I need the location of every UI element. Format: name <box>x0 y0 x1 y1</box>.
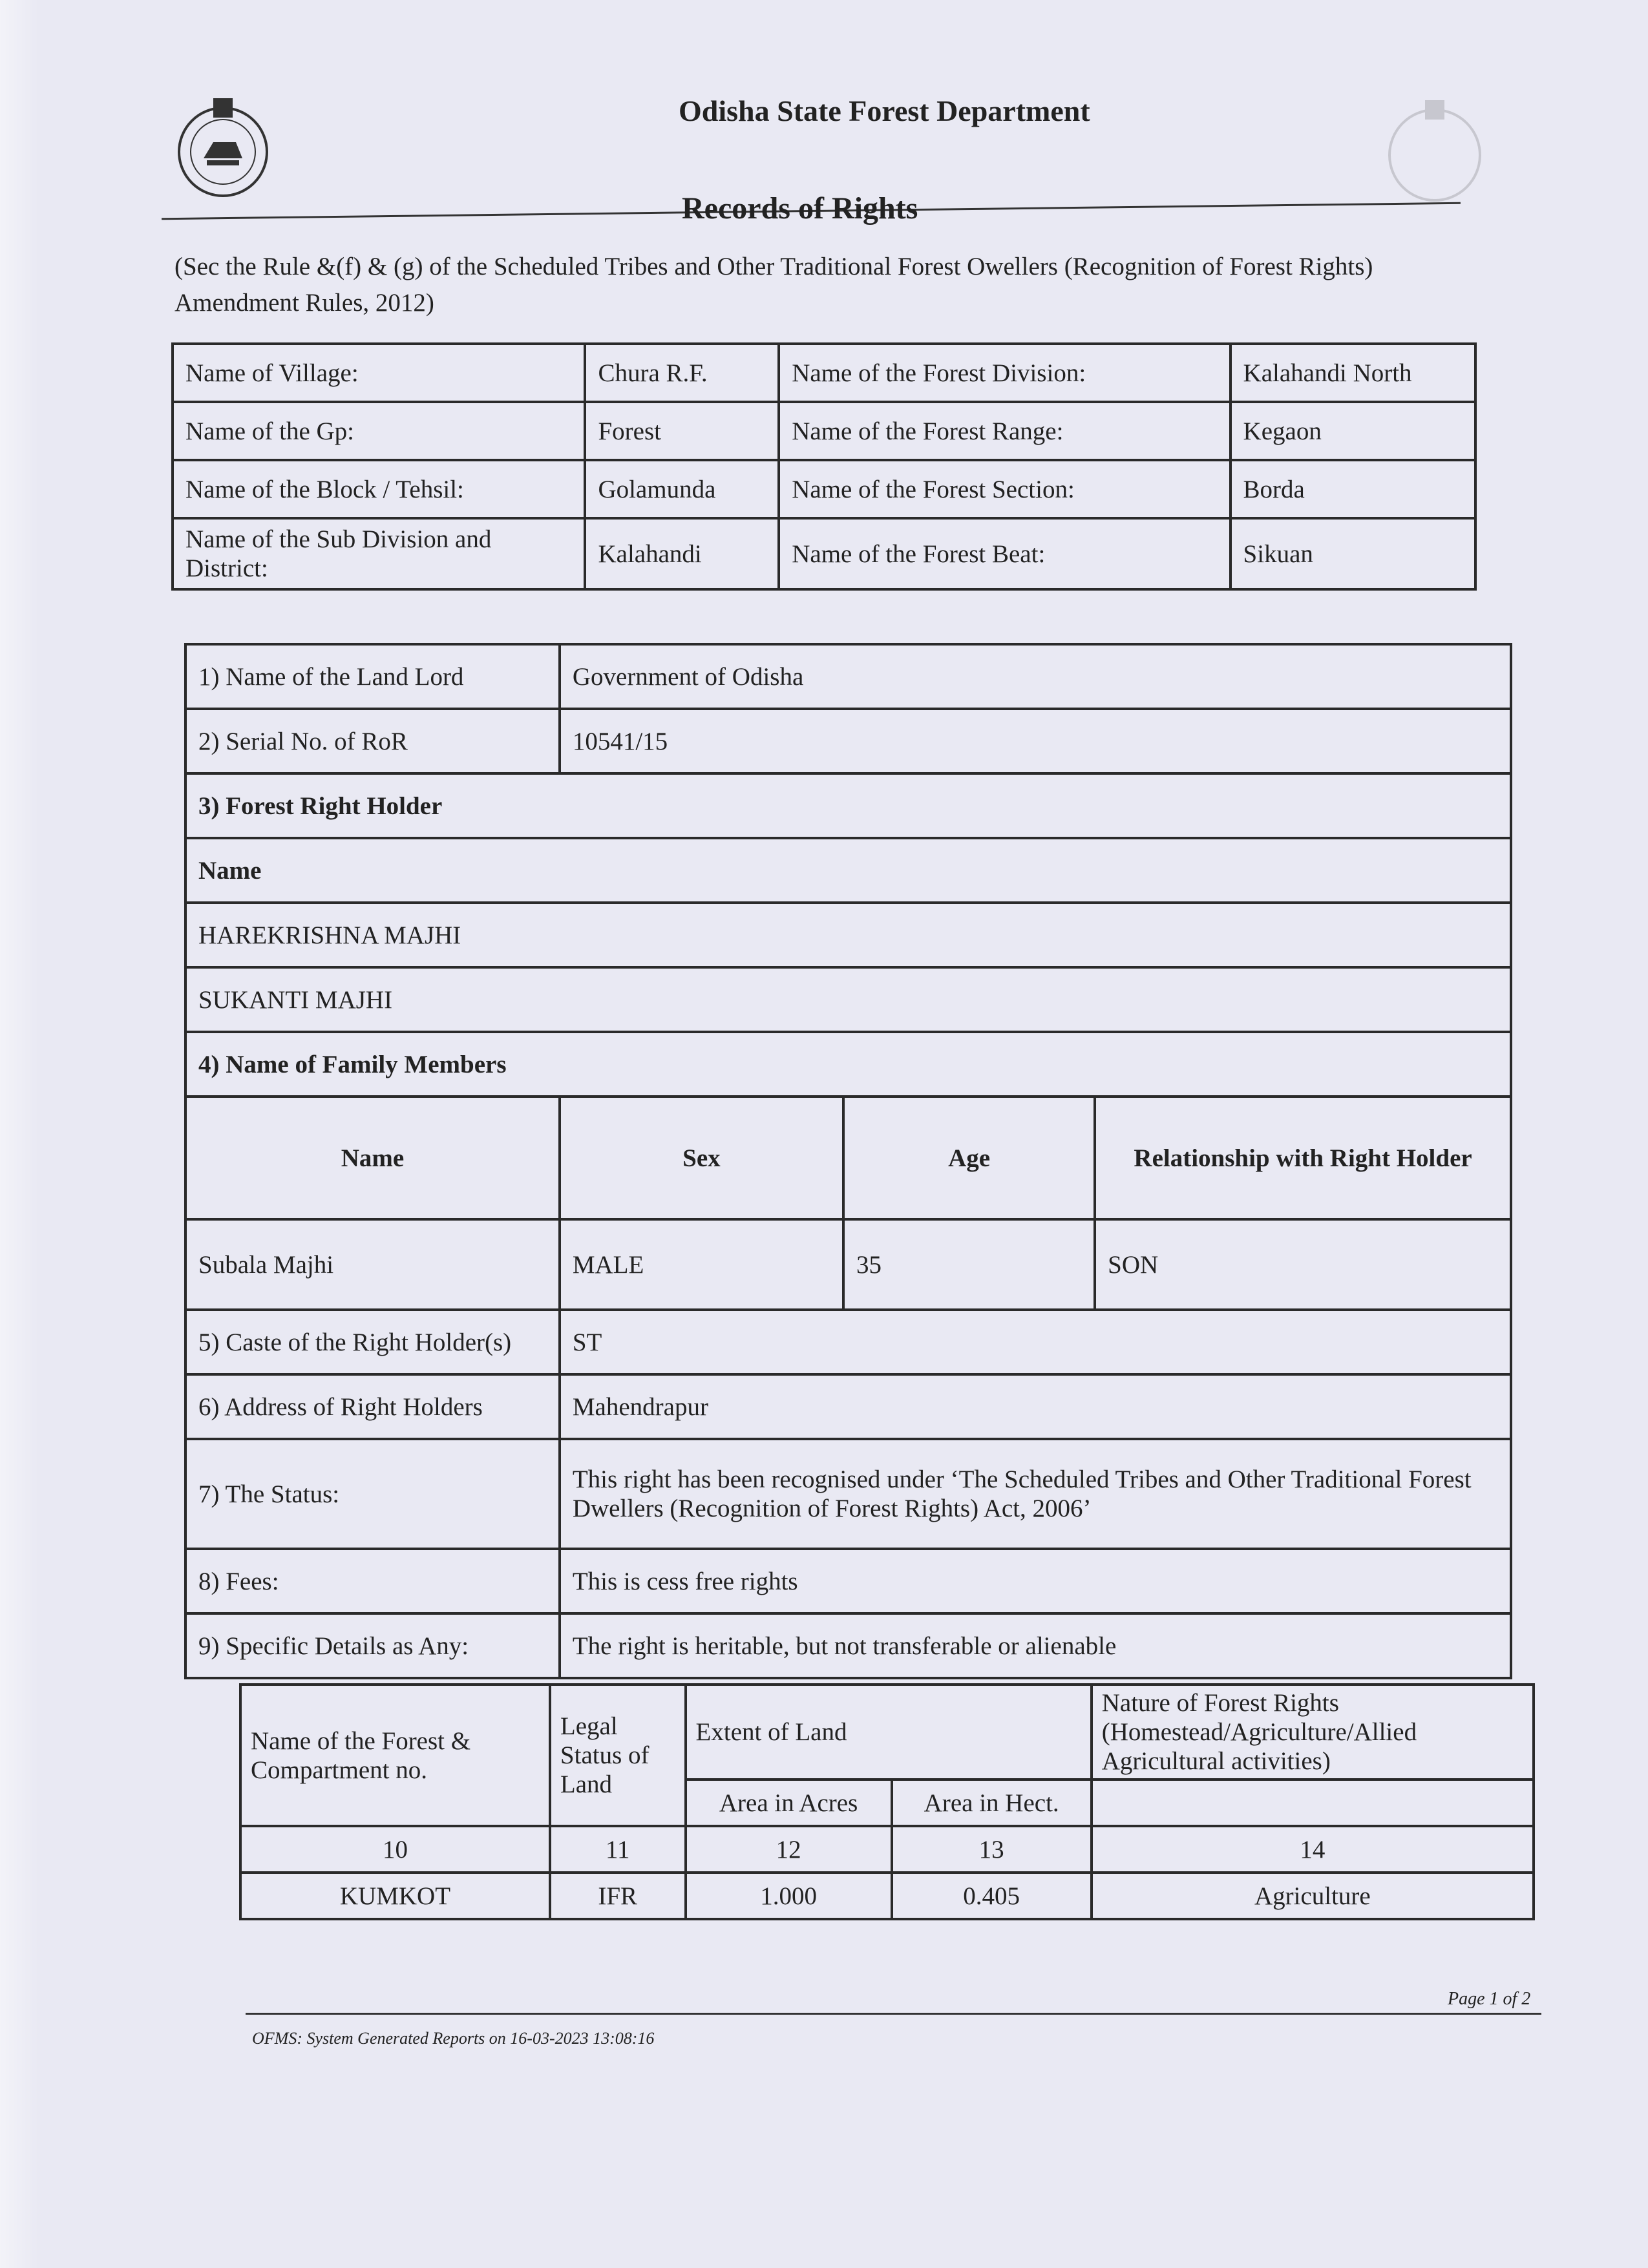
forest-legal-value: IFR <box>550 1873 686 1919</box>
table-row <box>240 1685 1534 1780</box>
table-row <box>185 1613 1511 1678</box>
caste-label: 5) Caste of the Right Holder(s) <box>185 1310 560 1374</box>
department-name: Odisha State Forest Department <box>679 94 1090 127</box>
section-value: Borda <box>1231 460 1475 518</box>
village-label: Name of Village: <box>173 344 585 402</box>
table-row <box>185 903 1511 967</box>
name-heading: Name <box>185 838 1511 903</box>
address-label: 6) Address of Right Holders <box>185 1374 560 1439</box>
forest-nature-value: Agriculture <box>1092 1873 1534 1919</box>
family-heading: 4) Name of Family Members <box>185 1032 1511 1097</box>
forest-acres-value: 1.000 <box>686 1873 892 1919</box>
forest-col-nature: Nature of Forest Rights (Homestead/Agriculture/Allied Agricultural activities) <box>1092 1685 1534 1780</box>
family-col-sex: Sex <box>560 1097 843 1219</box>
table-row <box>185 1439 1511 1549</box>
family-col-name: Name <box>185 1097 560 1219</box>
gp-label: Name of the Gp: <box>173 402 585 460</box>
table-row <box>173 518 1475 589</box>
forest-col-number: 14 <box>1092 1826 1534 1873</box>
details-label: 9) Specific Details as Any: <box>185 1613 560 1678</box>
forest-sub-hect: Area in Hect. <box>892 1780 1092 1826</box>
forest-sub-nature-blank <box>1092 1780 1534 1826</box>
holder-name: HAREKRISHNA MAJHI <box>185 903 1511 967</box>
forest-col-name: Name of the Forest & Compartment no. <box>240 1685 550 1826</box>
table-row <box>173 460 1475 518</box>
holder-heading: 3) Forest Right Holder <box>185 773 1511 838</box>
family-member-relationship: SON <box>1095 1219 1511 1310</box>
table-row <box>240 1826 1534 1873</box>
seal-watermark-icon <box>1383 90 1486 207</box>
details-value: The right is heritable, but not transferable or alienable <box>560 1613 1511 1678</box>
table-row <box>185 1097 1511 1219</box>
location-table <box>171 342 1477 591</box>
table-row <box>185 967 1511 1032</box>
caste-value: ST <box>560 1310 1511 1374</box>
fees-label: 8) Fees: <box>185 1549 560 1613</box>
status-value: This right has been recognised under ‘The Scheduled Tribes and Other Traditional Forest Dwellers (Recognition of Forest Rights) Act, 2006’ <box>560 1439 1511 1549</box>
beat-value: Sikuan <box>1231 518 1475 589</box>
table-row <box>185 1549 1511 1613</box>
odisha-emblem-icon <box>174 90 271 197</box>
table-row <box>185 1310 1511 1374</box>
family-col-relationship: Relationship with Right Holder <box>1095 1097 1511 1219</box>
forest-col-number: 13 <box>892 1826 1092 1873</box>
block-value: Golamunda <box>585 460 779 518</box>
table-row <box>185 709 1511 773</box>
page-title: Records of Rights <box>682 191 918 226</box>
forest-col-number: 10 <box>240 1826 550 1873</box>
forest-col-legal: Legal Status of Land <box>550 1685 686 1826</box>
table-row <box>185 1219 1511 1310</box>
village-value: Chura R.F. <box>585 344 779 402</box>
section-label: Name of the Forest Section: <box>779 460 1230 518</box>
footer-rule <box>246 2013 1541 2015</box>
table-row <box>185 1032 1511 1097</box>
table-row <box>185 838 1511 903</box>
division-label: Name of the Forest Division: <box>779 344 1230 402</box>
landlord-label: 1) Name of the Land Lord <box>185 644 560 709</box>
fees-value: This is cess free rights <box>560 1549 1511 1613</box>
address-value: Mahendrapur <box>560 1374 1511 1439</box>
status-label: 7) The Status: <box>185 1439 560 1549</box>
beat-label: Name of the Forest Beat: <box>779 518 1230 589</box>
scan-edge <box>0 0 39 2268</box>
table-row <box>173 344 1475 402</box>
landlord-value: Government of Odisha <box>560 644 1511 709</box>
table-row <box>240 1873 1534 1919</box>
forest-land-table <box>239 1683 1535 1920</box>
range-label: Name of the Forest Range: <box>779 402 1230 460</box>
table-row <box>173 402 1475 460</box>
forest-col-number: 11 <box>550 1826 686 1873</box>
family-col-age: Age <box>843 1097 1095 1219</box>
forest-hect-value: 0.405 <box>892 1873 1092 1919</box>
page-number: Page 1 of 2 <box>1448 1989 1531 2009</box>
serial-label: 2) Serial No. of RoR <box>185 709 560 773</box>
record-table <box>184 643 1512 1679</box>
subdiv-value: Kalahandi <box>585 518 779 589</box>
subdiv-label: Name of the Sub Division and District: <box>173 518 585 589</box>
forest-name-value: KUMKOT <box>240 1873 550 1919</box>
forest-col-number: 12 <box>686 1826 892 1873</box>
forest-sub-acres: Area in Acres <box>686 1780 892 1826</box>
page-subtitle: (Sec the Rule &(f) & (g) of the Scheduled Tribes and Other Traditional Forest Owellers (Recognition of Forest Rights) Amendment Rules, 2012) <box>174 253 1373 317</box>
range-value: Kegaon <box>1231 402 1475 460</box>
gp-value: Forest <box>585 402 779 460</box>
serial-value: 10541/15 <box>560 709 1511 773</box>
forest-col-extent: Extent of Land <box>686 1685 1092 1780</box>
family-member-name: Subala Majhi <box>185 1219 560 1310</box>
family-member-sex: MALE <box>560 1219 843 1310</box>
table-row <box>185 773 1511 838</box>
table-row <box>185 1374 1511 1439</box>
block-label: Name of the Block / Tehsil: <box>173 460 585 518</box>
generated-note: OFMS: System Generated Reports on 16-03-2023 13:08:16 <box>252 2029 655 2048</box>
family-member-age: 35 <box>843 1219 1095 1310</box>
table-row <box>185 644 1511 709</box>
holder-name: SUKANTI MAJHI <box>185 967 1511 1032</box>
division-value: Kalahandi North <box>1231 344 1475 402</box>
